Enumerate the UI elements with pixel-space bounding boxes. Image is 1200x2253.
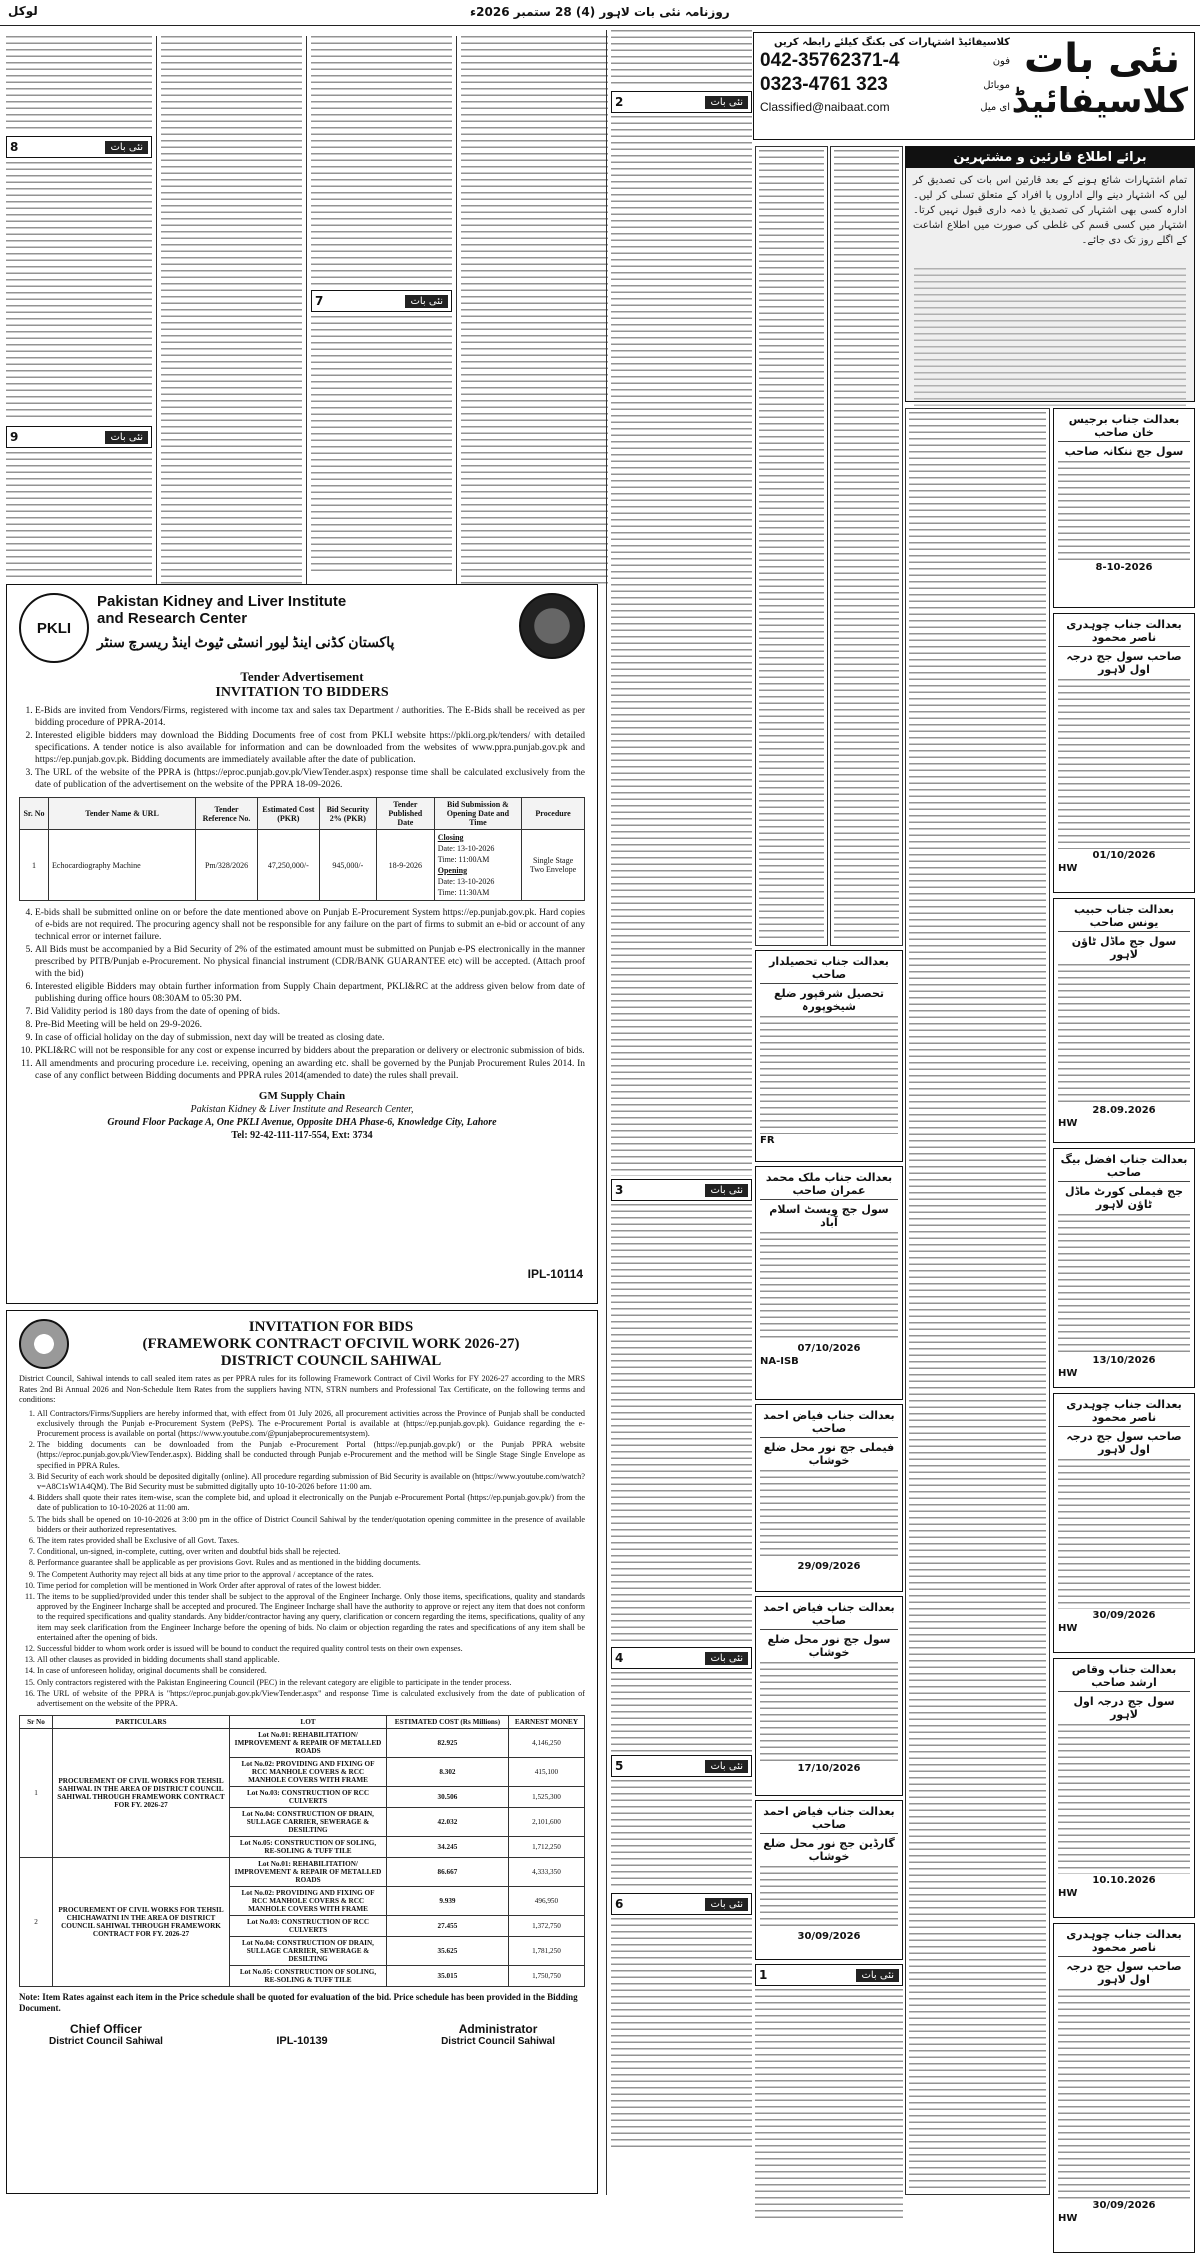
pkli-clauses-b (19, 907, 585, 1082)
news-tag-3: 3 نئی بات (611, 1179, 752, 1201)
news-tag-5: 5 نئی بات (611, 1755, 752, 1777)
court-notice-mid-2: بعدالت جناب ملک محمد عمران صاحب سول جج ویسٹ اسلام آباد 07/10/2026 NA-ISB (755, 1166, 903, 1400)
pkli-ipl-code: IPL-10114 (527, 1267, 583, 1281)
table-row: Lot No.05: CONSTRUCTION OF SOLING, RE-SOLING & TUFF TILE 35.015 1,750,750 (20, 1966, 585, 1987)
news-tag-7: 7 نئی بات (311, 290, 452, 312)
dcs-clause: 10. Time period for completion will be mentioned in Work Order after approval of rates of the lowest bidder. (37, 1581, 585, 1591)
table-row: 1 PROCUREMENT OF CIVIL WORKS FOR TEHSIL SAHIWAL IN THE AREA OF DISTRICT COUNCIL SAHIWAL THROUGH FRAMEWORK CONTRACT FOR FY. 2026-27 Lot No.01: REHABILITATION/ IMPROVEMENT & REPAIR OF METALLED ROADS 82.925 4,146,250 (20, 1729, 585, 1758)
table-row: 2 PROCUREMENT OF CIVIL WORKS FOR TEHSIL CHICHAWATNI IN THE AREA OF DISTRICT COUNCIL SAHIWAL THROUGH FRAMEWORK CONTRACT FOR FY. 2026-27 Lot No.01: REHABILITATION/ IMPROVEMENT & REPAIR OF METALLED ROADS 86.667 4,333,350 (20, 1858, 585, 1887)
pkli-emblem (519, 593, 585, 659)
pkli-org-en-2: and Research Center (97, 610, 248, 627)
news-area-mid (606, 30, 752, 2195)
table-row: Lot No.05: CONSTRUCTION OF SOLING, RE-SOLING & TUFF TILE 34.245 1,712,250 (20, 1837, 585, 1858)
dcs-sign-right-2: District Council Sahiwal (441, 2036, 555, 2048)
dcs-sign-left-1: Chief Officer (69, 2022, 142, 2037)
pkli-heading-2: INVITATION TO BIDDERS (215, 685, 389, 700)
classified-list-a (755, 146, 828, 946)
pkli-tender-ad (6, 584, 598, 1304)
pkli-clause: 5. All Bids must be accompanied by a Bid Security of 2% of the estimated amount must be submitted on Punjab e-PS electronically in the manner prescribed by PITB/Punjab e-Procurement. No physical financial instrument (CDR/BANK GUARANTEE etc) will be accepted. (Attach proof with the bid) (35, 944, 585, 980)
dcs-clause: 11. The items to be supplied/provided under this tender shall be subject to the approval of the Engineer Incharge. Only those items, specifications, quality and standards approved by the Engineer Incharge shall be accepted and procured. The Engineer Incharge shall have the authority to approve or reject any item that does not conform to the required specifications and quality standards. Any bidder/contractor having any query, clarification or concern regarding the items, specifications, quality of any item may seek clarification from the Engineer Incharge before the opening of bids. No claim or objection regarding the rates and specifications of any item shall be entertained after the opening of bids. (37, 1592, 585, 1643)
dcs-clause: 13. All other clauses as provided in bidding documents shall stand applicable. (37, 1655, 585, 1665)
table-row: Lot No.03: CONSTRUCTION OF RCC CULVERTS 27.455 1,372,750 (20, 1916, 585, 1937)
court-notice-right-6: بعدالت جناب وقاص ارشد صاحب سول جج درجہ اول لاہور 10.10.2026 HW (1053, 1658, 1195, 1918)
dcs-sign-right-1: Administrator (458, 2022, 538, 2037)
dcs-emblem (19, 1319, 69, 1369)
court-notices-right (1053, 408, 1195, 2224)
court-notice-right-7: بعدالت جناب چوہدری ناصر محمود صاحب سول جج درجہ اول لاہور 30/09/2026 HW (1053, 1923, 1195, 2253)
news-col-c (306, 36, 452, 584)
date-line: روزنامہ نئی بات لاہور (4) 28 ستمبر 2026ء (470, 5, 730, 19)
email-link[interactable]: Classified@naibaat.com (760, 100, 890, 114)
email-label: ای میل (980, 101, 1010, 113)
mid-text-6 (611, 1918, 752, 2148)
news-tag-9: 9 نئی بات (6, 426, 152, 448)
pkli-footer-line1: Pakistan Kidney & Liver Institute and Research Center, (190, 1104, 414, 1115)
dcs-clause: 15. Only contractors registered with the Pakistan Engineering Council (PEC) in the relevant category are eligible to participate in the tender process. (37, 1678, 585, 1688)
news-col-d-text (461, 36, 608, 584)
pkli-footer-line3: Tel: 92-42-111-117-554, Ext: 3734 (231, 1130, 373, 1141)
mid-list-bottom (755, 1989, 903, 2219)
dcs-clause: 16. The URL of website of the PPRA is "https://eproc.punjab.gov.pk/ViewTender.aspx" and response Time is calculated exclusively from the date of publication of advertisement on the website of the PPRA. (37, 1689, 585, 1709)
court-notice-mid-1: بعدالت جناب تحصیلدار صاحب تحصیل شرقپور ضلع شیخوپورہ FR (755, 950, 903, 1162)
dcs-clause: 1. All Contractors/Firms/Suppliers are hereby informed that, with effect from 01 July 2026, all procurement activities across the Province of Punjab shall be conducted exclusively through the Punjab e-Procurement System (PePS). The e-Procurement Portal is available at (https://ep.punjab.gov.pk). Guidance regarding the e-Procurement process is available on portal (https://www.youtube.com/@punjabeprocurementsystem). (37, 1409, 585, 1440)
pkli-clause: 9. In case of official holiday on the day of submission, next day will be treated as closing date. (35, 1032, 585, 1044)
classified-logo (1011, 36, 1188, 137)
mid-text-2 (611, 116, 752, 1176)
page-header (0, 0, 1200, 26)
news-col-a-text (6, 36, 152, 132)
dcs-clause: 9. The Competent Authority may reject all bids at any time prior to the approval / acceptance of the rates. (37, 1570, 585, 1580)
classified-list-c (905, 408, 1050, 2195)
news-col-a-text-3 (6, 452, 152, 582)
pkli-logo-text: PKLI (36, 619, 72, 637)
pkli-clause: 7. Bid Validity period is 180 days from the date of opening of bids. (35, 1006, 585, 1018)
pkli-clause: 4. E-bids shall be submitted online on or before the date mentioned above on Punjab E-Procurement System https://ep.punjab.gov.pk. Hard copies of e-bids are not required. The procuring agency shall not be responsible for any failure on the part of firms to submit an e-bid or account of any technical error or internet failure. (35, 907, 585, 943)
pkli-heading-1: Tender Advertisement (240, 669, 364, 684)
dcs-intro: District Council, Sahiwal intends to call sealed item rates as per PPRA rules for its following Framework Contract of Civil Works for FY 2026-27 according to the MRS Rates 2nd Bi Annual 2026 and Non-Schedule Item Rates from the suppliers having NTN, STRN numbers and Professional Tax Certificate, on the following terms and conditions: (19, 1374, 585, 1404)
pkli-logo (19, 593, 89, 663)
news-tag-4: 4 نئی بات (611, 1647, 752, 1669)
news-col-c-text-2 (311, 316, 452, 576)
pkli-footer-title: GM Supply Chain (258, 1090, 346, 1102)
phone-1[interactable]: 042-35762371-4 (760, 50, 900, 71)
table-row: Lot No.04: CONSTRUCTION OF DRAIN, SULLAGE CARRIER, SEWERAGE & DESILTING 35.625 1,781,250 (20, 1937, 585, 1966)
dcs-clause: 14. In case of unforeseen holiday, original documents shall be considered. (37, 1666, 585, 1676)
news-col-d (456, 36, 608, 584)
court-notice-right-5: بعدالت جناب چوہدری ناصر محمود صاحب سول جج درجہ اول لاہور 30/09/2026 HW (1053, 1393, 1195, 1653)
pkli-clause: 10. PKLI&RC will not be responsible for any cost or expense incurred by bidders about the preparation or delivery or electronic submission of bids. (35, 1045, 585, 1057)
corner-label: لوکل (8, 4, 38, 18)
court-notice-mid-4: بعدالت جناب فیاض احمد صاحب سول جج نور محل ضلع خوشاب 17/10/2026 (755, 1596, 903, 1796)
court-notice-mid-3: بعدالت جناب فیاض احمد صاحب فیملی جج نور محل ضلع خوشاب 29/09/2026 (755, 1404, 903, 1592)
table-header-row: Sr. No Tender Name & URL Tender Reference No. Estimated Cost (PKR) Bid Security 2% (PKR) Tender Published Date Bid Submission & Opening Date and Time Procedure (20, 798, 585, 830)
dcs-clause: 7. Conditional, un-signed, in-complete, cutting, over writen and doubtful bids shall be rejected. (37, 1547, 585, 1557)
table-row: Lot No.02: PROVIDING AND FIXING OF RCC MANHOLE COVERS & RCC MANHOLE COVERS WITH FRAME 9.939 496,950 (20, 1887, 585, 1916)
contact-box (760, 37, 1010, 137)
classified-list-b (830, 146, 903, 946)
court-notice-right-2: بعدالت جناب چوہدری ناصر محمود صاحب سول جج درجہ اول لاہور 01/10/2026 HW (1053, 613, 1195, 893)
dcs-ipl-code: IPL-10139 (276, 2035, 328, 2048)
table-row: Lot No.03: CONSTRUCTION OF RCC CULVERTS 30.506 1,525,300 (20, 1787, 585, 1808)
court-notice-right-1: بعدالت جناب برجیس خان صاحب سول جج ننکانہ صاحب 8-10-2026 (1053, 408, 1195, 608)
dcs-clause: 4. Bidders shall quote their rates item-wise, scan the complete bid, and upload it electronically on the Punjab e-Procurement Portal (https://ep.punjab.gov.pk/) from the date of publication to 10-10-2026 at 11:00 am. (37, 1493, 585, 1513)
pkli-clause: 6. Interested eligible Bidders may obtain further information from Supply Chain department, PKLI&RC at the address given below from date of publishing during office hours 08:30AM to 05:30 PM. (35, 981, 585, 1005)
pkli-tender-table (19, 797, 585, 901)
table-row: Lot No.02: PROVIDING AND FIXING OF RCC MANHOLE COVERS & RCC MANHOLE COVERS WITH FRAME 8.302 415,100 (20, 1758, 585, 1787)
mobile-label: موبائل (983, 79, 1010, 91)
dcs-clause: 12. Successful bidder to whom work order is issued will be bound to conduct the required quality control tests on their own expenses. (37, 1644, 585, 1654)
masthead (753, 32, 1195, 140)
dcs-lots-table (19, 1715, 585, 1987)
reader-notice (905, 146, 1195, 402)
court-notice-right-3: بعدالت جناب حبیب یونس صاحب سول جج ماڈل ٹاؤن لاہور 28.09.2026 HW (1053, 898, 1195, 1143)
pkli-clause: 2. Interested eligible bidders may download the Bidding Documents free of cost from PKLI website https://pkli.org.pk/tenders/ with detailed specifications. A tender notice is also available for information and can be downloaded from the websites of www.ppra.punjab.gov.pk and https://ep.punjab.gov.pk. Bidding documents are immediately available after the date of publication. (35, 730, 585, 766)
pkli-clause: 1. E-Bids are invited from Vendors/Firms, registered with income tax and sales tax Department / authorities. The E-Bids shall be received as per bidding procedure of PPRA-2014. (35, 705, 585, 729)
dcs-clause: 8. Performance guarantee shall be applicable as per provisions Govt. Rules and as mentioned in the bidding documents. (37, 1558, 585, 1568)
dcs-title-3: DISTRICT COUNCIL SAHIWAL (220, 1353, 442, 1369)
phone-2[interactable]: 0323-4761 323 (760, 74, 888, 95)
pkli-footer-line2: Ground Floor Package A, One PKLI Avenue, Opposite DHA Phase-6, Knowledge City, Lahore (107, 1117, 497, 1128)
dcs-title-2: (FRAMEWORK CONTRACT OFCIVIL WORK 2026-27) (142, 1336, 520, 1352)
news-tag-8: 8 نئی بات (6, 136, 152, 158)
notice-title: برائے اطلاع قارئین و مشتہرین (906, 147, 1194, 168)
court-notice-right-4: بعدالت جناب افضل بیگ صاحب جج فیملی کورٹ ماڈل ٹاؤن لاہور 13/10/2026 HW (1053, 1148, 1195, 1388)
table-row: 1 Echocardiography Machine Pm/328/2026 47,250,000/- 945,000/- 18-9-2026 Closing Date: 13-10-2026 Time: 11:00AM Opening Date: 13-10-2026 Time: 11:30AM Single Stage Two Envelope (20, 830, 585, 901)
mid-text-1 (611, 30, 752, 88)
mid-text-3 (611, 1204, 752, 1644)
news-col-a-text-2 (6, 162, 152, 422)
dcs-clause: 2. The bidding documents can be downloaded from the Punjab e-Procurement Portal (https://ep.punjab.gov.pk/) or the Punjab PPRA website (https://eproc.punjab.gov.pk/ViewTender.aspx). Bidding shall be conducted through Punjab e-Procurement and the method will be Single Stage Single Envelope as specified in PPRA Rules. (37, 1440, 585, 1471)
pkli-clause: 3. The URL of the website of the PPRA is (https://eproc.punjab.gov.pk/ViewTender.aspx) response time shall be calculated exclusively from the date of publication of the advertisement on the website of the PPRA 18-09-2026. (35, 767, 585, 791)
news-tag-6: 6 نئی بات (611, 1893, 752, 1915)
pkli-org-urdu: پاکستان کڈنی اینڈ لیور انسٹی ٹیوٹ اینڈ ریسرچ سنٹر (97, 636, 395, 651)
contact-intro: کلاسیفائیڈ اشتہارات کی بکنگ کیلئے رابطہ کریں (773, 37, 1010, 48)
dcs-sign-left-2: District Council Sahiwal (49, 2036, 163, 2048)
news-tag-1: 1 نئی بات (755, 1964, 903, 1986)
table-header-row: Sr No PARTICULARS LOT ESTIMATED COST (Rs Millions) EARNEST MONEY (20, 1716, 585, 1729)
dcs-clause: 3. Bid Security of each work should be deposited digitally (online). All procedure regarding submission of Bid Security is available on (https://www.youtube.com/watch?v=A8C1sW1A4QM). The Bid Security must be submitted digitally upto 10-10-2026 before 11:00 am. (37, 1472, 585, 1492)
court-notice-mid-5: بعدالت جناب فیاض احمد صاحب گارڈین جج نور محل ضلع خوشاب 30/09/2026 (755, 1800, 903, 1960)
dcs-clauses (19, 1409, 585, 1710)
court-notices-mid (755, 950, 903, 2195)
dcs-bid-ad (6, 1310, 598, 2194)
news-col-c-text (311, 36, 452, 286)
pkli-clause: 8. Pre-Bid Meeting will be held on 29-9-2026. (35, 1019, 585, 1031)
dcs-clause: 6. The item rates provided shall be Exclusive of all Govt. Taxes. (37, 1536, 585, 1546)
mid-text-5 (611, 1780, 752, 1890)
logo-subtitle: کلاسیفائیڈ (1011, 81, 1188, 121)
news-col-b (156, 36, 302, 584)
table-row: Lot No.04: CONSTRUCTION OF DRAIN, SULLAGE CARRIER, SEWERAGE & DESILTING 42.032 2,101,600 (20, 1808, 585, 1837)
logo-title: نئی بات (1024, 36, 1180, 82)
news-col-a (6, 36, 152, 584)
news-area-top (0, 30, 612, 590)
pkli-clauses-a (19, 705, 585, 791)
dcs-note: Note: Item Rates against each item in the Price schedule shall be quoted for evaluation of the bid. Price schedule has been provided in the Bidding Document. (19, 1992, 578, 2014)
news-tag-2: 2 نئی بات (611, 91, 752, 113)
dcs-clause: 5. The bids shall be opened on 10-10-2026 at 3:00 pm in the office of District Council Sahiwal by the tender/quotation opening committee in the presence of available bidders or their authorized representatives. (37, 1515, 585, 1535)
notice-body: تمام اشتہارات شائع ہونے کے بعد قارئین اس بات کی تصدیق کر لیں کہ اشتہار دینے والے اداروں یا افراد کے متعلق تسلی کر لیں۔ ادارہ کسی بھی اشتہار کی تصدیق یا ذمہ داری قبول نہیں کرتا۔ اشتہار میں کسی قسم کی غلطی کی صورت میں اطلاع اشاعت کے اگلے روز تک دی جائے۔ (913, 175, 1187, 246)
pkli-clause: 11. All amendments and procuring procedure i.e. receiving, opening an awarding etc. shall be governed by the Punjab Procurement Rules 2014. In case of any conflict between Bidding documents and PPRA rules 2014(amended to date) the rules shall prevail. (35, 1058, 585, 1082)
news-col-b-text (161, 36, 302, 584)
pkli-org-en-1: Pakistan Kidney and Liver Institute (97, 593, 347, 610)
notice-continuation (914, 268, 1186, 408)
mid-text-4 (611, 1672, 752, 1752)
dcs-title-1: INVITATION FOR BIDS (248, 1319, 414, 1335)
phone-label: فون (992, 55, 1010, 67)
